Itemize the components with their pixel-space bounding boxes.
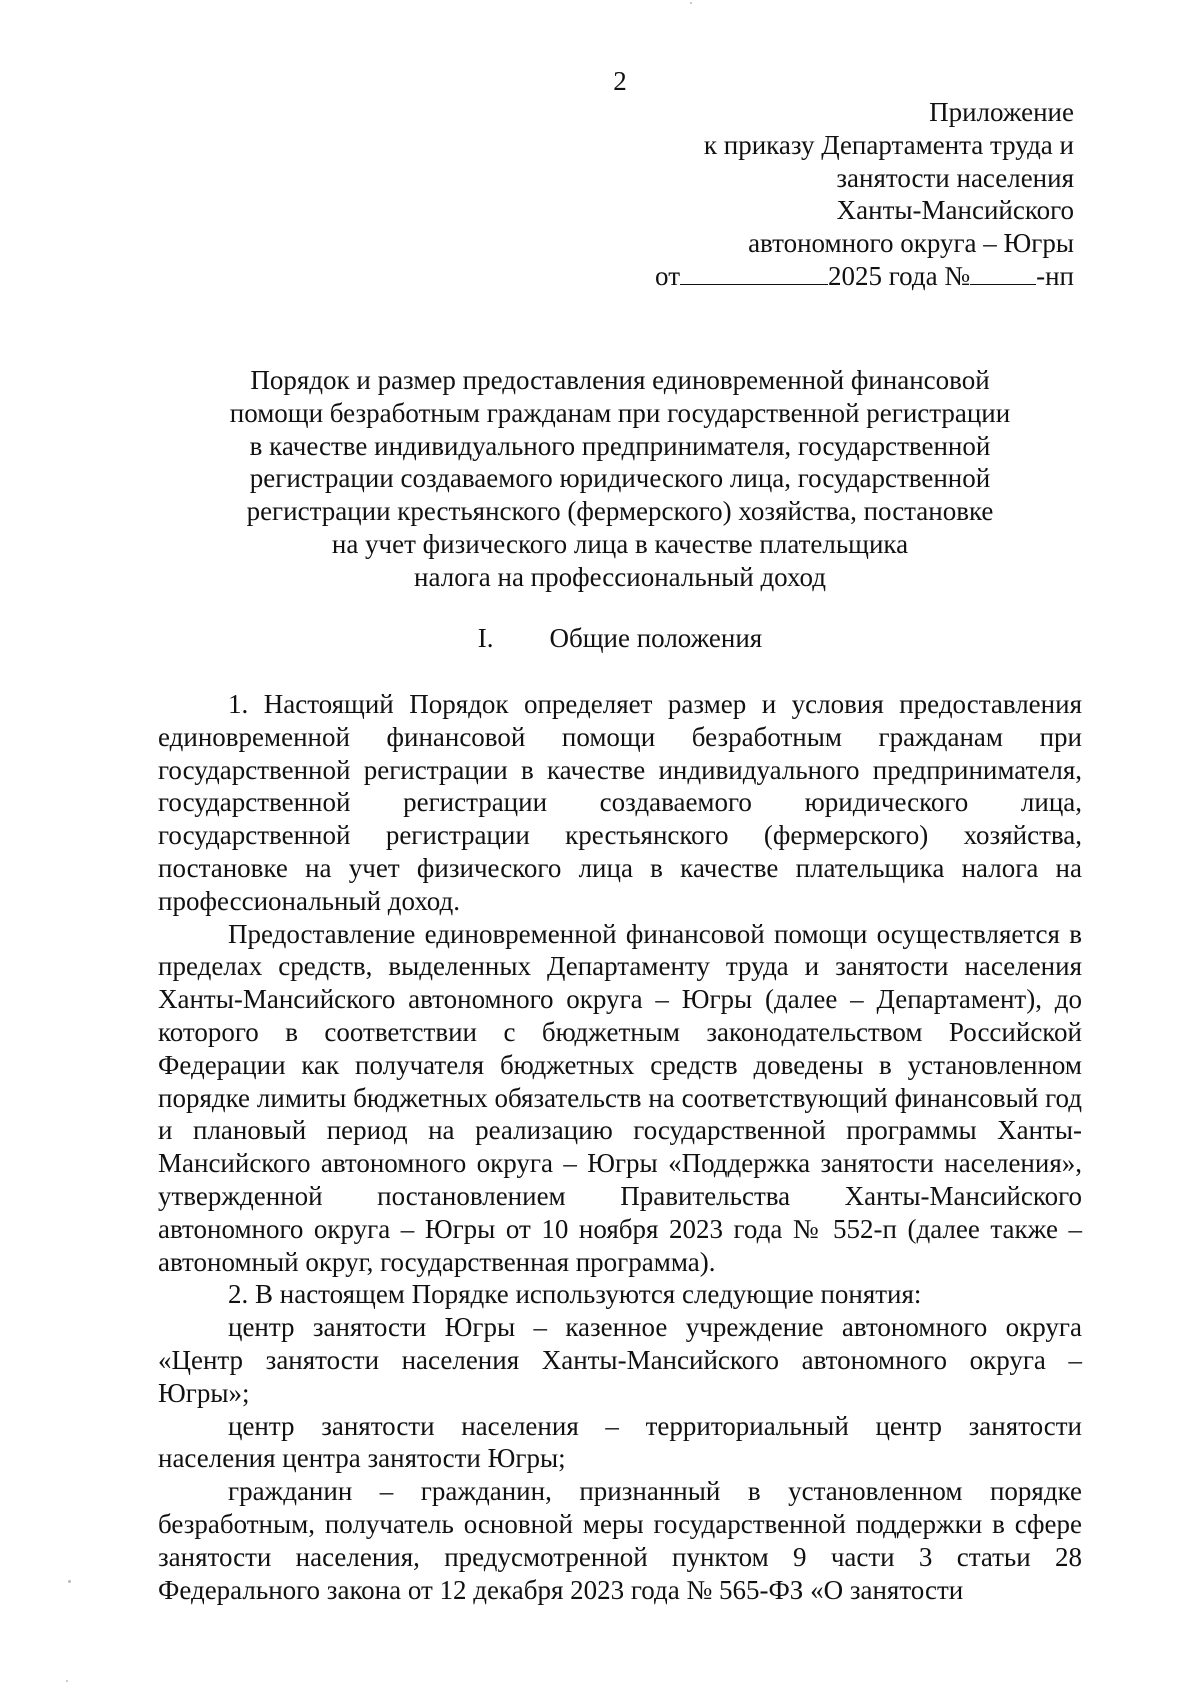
- paragraph: гражданин – гражданин, признанный в установленном порядке безработным, получатель основной меры государственной поддержки в сфере занятости населения, предусмотренной пунктом 9 части 3 статьи 28 Федерального закона от 12 декабря 2023 года № 565-ФЗ «О занятости: [158, 1476, 1082, 1605]
- title-line: Порядок и размер предоставления единовременной финансовой: [250, 365, 990, 395]
- title-line: в качестве индивидуального предпринимателя, государственной: [249, 430, 991, 461]
- scan-speck: [690, 2, 692, 4]
- number-blank: [970, 262, 1036, 285]
- appendix-line: Ханты-Мансийского: [836, 195, 1074, 226]
- section-heading: [160, 623, 1080, 654]
- appendix-line: Приложение: [929, 97, 1074, 127]
- page-number: 2: [613, 66, 627, 96]
- paragraph: 2. В настоящем Порядке используются следующие понятия:: [228, 1279, 922, 1310]
- title-line: регистрации крестьянского (фермерского) хозяйства, постановке: [246, 496, 994, 527]
- title-line: налога на профессиональный доход: [414, 561, 826, 592]
- section-title: Общие положения: [549, 623, 763, 653]
- document-title: [160, 364, 1080, 594]
- date-blank: [680, 262, 828, 285]
- paragraph: 1. Настоящий Порядок определяет размер и условия предоставления единовременной финансовой помощи безработным гражданам при государственной регистрации в качестве индивидуального предпринимателя, государственной регистрации создаваемого юридического лица, государственной регистрации крестьянского (фермерского) хозяйства, постановке на учет физического лица в качестве плательщика налога на профессиональный доход.: [158, 689, 1082, 916]
- title-line: на учет физического лица в качестве плательщика: [331, 528, 909, 559]
- section-number: I.: [477, 623, 494, 653]
- body-text: [158, 688, 1082, 1606]
- title-line: регистрации создаваемого юридического лица, государственной: [249, 463, 991, 494]
- scan-speck: [68, 1580, 71, 1583]
- date-middle: 2025 года №: [828, 260, 971, 291]
- appendix-date-line: [655, 260, 1074, 293]
- paragraph: центр занятости населения – территориальный центр занятости населения центра занятости Югры;: [158, 1410, 1082, 1474]
- title-line: помощи безработным гражданам при государственной регистрации: [229, 397, 1011, 428]
- paragraph: центр занятости Югры – казенное учреждение автономного округа «Центр занятости населения Ханты-Мансийского автономного округа – Югры»;: [158, 1312, 1082, 1408]
- appendix-line: к приказу Департамента труда и: [703, 129, 1074, 160]
- date-prefix: от: [655, 260, 680, 291]
- scan-speck: [66, 1680, 68, 1682]
- appendix-block: [655, 96, 1074, 293]
- paragraph: Предоставление единовременной финансовой помощи осуществляется в пределах средств, выделенных Департаменту труда и занятости населения Ханты-Мансийского автономного округа – Югры (далее – Департамент), до которого в соответствии с бюджетным законодательством Российской Федерации как получателя бюджетных средств доведены в установленном порядке лимиты бюджетных обязательств на соответствующий финансовый год и плановый период на реализацию государственной программы Ханты-Мансийского автономного округа – Югры «Поддержка занятости населения», утвержденной постановлением Правительства Ханты-Мансийского автономного округа – Югры от 10 ноября 2023 года № 552-п (далее также – автономный округ, государственная программа).: [158, 918, 1082, 1277]
- appendix-line: автономного округа – Югры: [748, 228, 1074, 259]
- date-suffix: -нп: [1036, 260, 1074, 291]
- appendix-line: занятости населения: [836, 162, 1074, 193]
